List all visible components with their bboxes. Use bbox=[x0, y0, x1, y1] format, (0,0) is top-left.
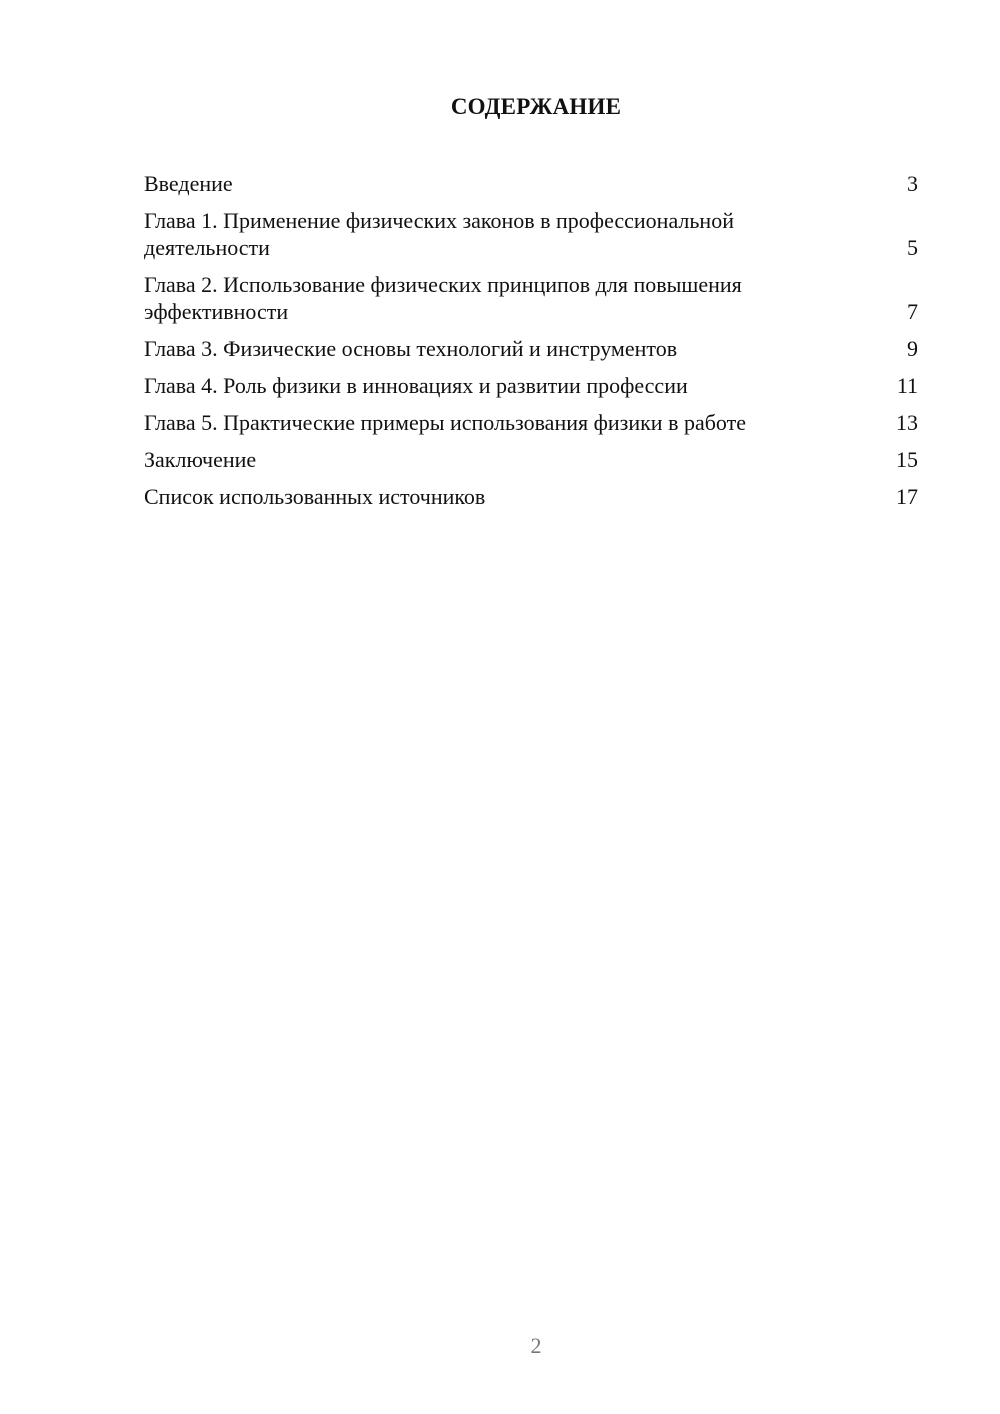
toc-entry-title: Глава 2. Использование физических принципов для повышения эффективности bbox=[144, 272, 742, 324]
table-of-contents bbox=[144, 170, 918, 520]
toc-entry bbox=[144, 271, 918, 325]
toc-entry-title: Введение bbox=[144, 171, 233, 196]
toc-entry-title: Глава 5. Практические примеры использования физики в работе bbox=[144, 410, 747, 435]
toc-entry bbox=[144, 207, 918, 261]
toc-entry-page: 9 bbox=[907, 336, 918, 361]
toc-entry bbox=[144, 409, 918, 436]
toc-entry-page: 17 bbox=[896, 484, 918, 509]
toc-entry bbox=[144, 446, 918, 473]
page-title: СОДЕРЖАНИЕ bbox=[450, 94, 622, 119]
page-number: 2 bbox=[530, 1333, 542, 1358]
toc-entry bbox=[144, 372, 918, 399]
toc-entry-title: Глава 3. Физические основы технологий и инструментов bbox=[144, 336, 678, 361]
toc-entry-page: 13 bbox=[896, 410, 918, 435]
toc-entry-title: Список использованных источников bbox=[144, 484, 486, 509]
toc-entry-title: Глава 1. Применение физических законов в профессиональной деятельности bbox=[144, 208, 734, 260]
toc-entry-page: 15 bbox=[896, 447, 918, 472]
toc-entry bbox=[144, 170, 918, 197]
toc-entry bbox=[144, 335, 918, 362]
toc-entry-page: 5 bbox=[907, 235, 918, 260]
toc-entry-title: Глава 4. Роль физики в инновациях и развитии профессии bbox=[144, 373, 688, 398]
toc-entry bbox=[144, 483, 918, 510]
toc-entry-page: 3 bbox=[907, 171, 918, 196]
toc-entry-page: 7 bbox=[907, 299, 918, 324]
toc-entry-page: 11 bbox=[896, 373, 918, 398]
toc-entry-title: Заключение bbox=[144, 447, 257, 472]
